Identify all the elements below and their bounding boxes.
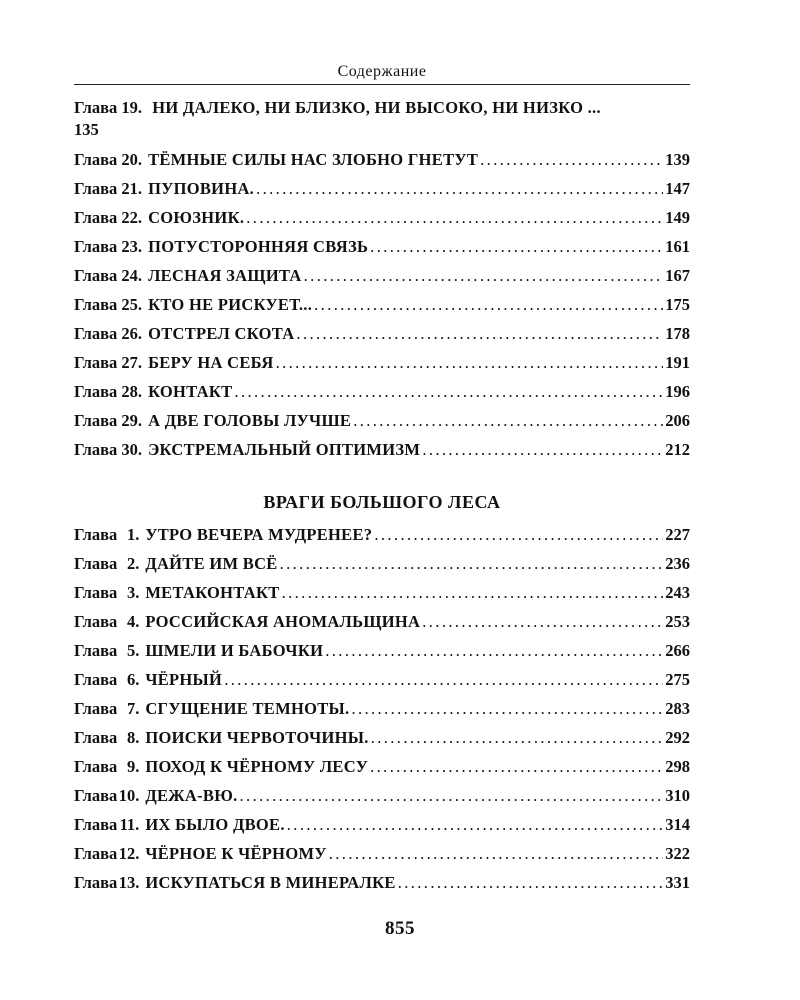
dot-leader (353, 406, 663, 435)
chapter-title: НИ ДАЛЕКО, НИ БЛИЗКО, НИ ВЫСОКО, НИ НИЗКО ... (152, 98, 601, 117)
dot-leader (422, 435, 663, 464)
chapter-title: ЧЁРНЫЙ (145, 670, 223, 689)
toc-entry (74, 97, 690, 141)
toc-entry (74, 520, 690, 549)
chapter-label: Глава 20. (74, 150, 143, 169)
chapter-label: Глава (74, 786, 118, 805)
page-number: 178 (665, 324, 690, 343)
dot-leader (280, 549, 664, 578)
dot-leader (296, 319, 663, 348)
chapter-label: Глава (74, 728, 118, 747)
chapter-label: Глава (74, 670, 118, 689)
page-number-folio: 855 (385, 918, 415, 939)
dot-leader (240, 781, 664, 810)
chapter-number: 13. (118, 873, 140, 892)
chapter-title: КТО НЕ РИСКУЕТ... (148, 295, 313, 314)
page-number: 227 (665, 525, 690, 544)
toc-entry (74, 868, 690, 897)
page-number: 236 (665, 554, 690, 573)
dot-leader (371, 723, 664, 752)
toc-entry (74, 319, 690, 348)
toc-entry (74, 435, 690, 464)
chapter-label: Глава (74, 844, 118, 863)
chapter-title: СГУЩЕНИЕ ТЕМНОТЫ. (145, 699, 350, 718)
toc-entry (74, 810, 690, 839)
chapter-number: 2. (126, 554, 140, 573)
dot-leader (370, 752, 663, 781)
chapter-title: ДЕЖА-ВЮ. (145, 786, 238, 805)
chapter-title: ПУПОВИНА. (148, 179, 255, 198)
chapter-title: ДАЙТЕ ИМ ВСЁ (145, 554, 278, 573)
toc-entry (74, 607, 690, 636)
chapter-number: 8. (126, 728, 140, 747)
toc-entry (74, 752, 690, 781)
toc-entry (74, 406, 690, 435)
chapter-number: 12. (118, 844, 140, 863)
page-number: 298 (665, 757, 690, 776)
chapter-title: А ДВЕ ГОЛОВЫ ЛУЧШЕ (148, 411, 352, 430)
page-number: 243 (665, 583, 690, 602)
chapter-title: ШМЕЛИ И БАБОЧКИ (145, 641, 324, 660)
toc-page (74, 60, 690, 897)
chapter-title: КОНТАКТ (148, 382, 233, 401)
page-number: 196 (665, 382, 690, 401)
page-number: 292 (665, 728, 690, 747)
chapter-label: Глава (74, 699, 118, 718)
page-number: 206 (665, 411, 690, 430)
chapter-label: Глава 25. (74, 295, 143, 314)
page-number: 191 (665, 353, 690, 372)
page-number: 331 (665, 873, 690, 892)
toc-entry (74, 145, 690, 174)
chapter-number: 6. (126, 670, 140, 689)
dot-leader (224, 665, 663, 694)
chapter-title: ЭКСТРЕМАЛЬНЫЙ ОПТИМИЗМ (148, 440, 421, 459)
toc-entry (74, 377, 690, 406)
toc-entry (74, 232, 690, 261)
chapter-number: 10. (118, 786, 140, 805)
toc-entry (74, 723, 690, 752)
toc-entry (74, 261, 690, 290)
page-number: 212 (665, 440, 690, 459)
page-number: 314 (665, 815, 690, 834)
dot-leader (329, 839, 664, 868)
dot-leader (314, 290, 663, 319)
page-number: 253 (665, 612, 690, 631)
dot-leader (351, 694, 663, 723)
toc-entry (74, 174, 690, 203)
dot-leader (422, 607, 663, 636)
toc-list (74, 145, 690, 464)
page-number: 310 (665, 786, 690, 805)
chapter-title: ОТСТРЕЛ СКОТА (148, 324, 295, 343)
toc-entry (74, 694, 690, 723)
chapter-label: Глава 30. (74, 440, 143, 459)
running-head: Содержание (74, 60, 690, 85)
toc-entry (74, 348, 690, 377)
dot-leader (282, 578, 664, 607)
chapter-label: Глава 22. (74, 208, 143, 227)
page-number: 322 (665, 844, 690, 863)
chapter-label: Глава 24. (74, 266, 143, 285)
chapter-label: Глава (74, 583, 118, 602)
dot-leader (398, 868, 664, 897)
dot-leader (246, 203, 663, 232)
chapter-title: ЧЁРНОЕ К ЧЁРНОМУ (145, 844, 327, 863)
dot-leader (304, 261, 664, 290)
dot-leader (287, 810, 663, 839)
chapter-title: РОССИЙСКАЯ АНОМАЛЬЩИНА (145, 612, 421, 631)
chapter-label: Глава (74, 612, 118, 631)
toc-entry (74, 203, 690, 232)
dot-leader (256, 174, 663, 203)
toc-entry (74, 665, 690, 694)
page-number: 275 (665, 670, 690, 689)
toc-entry (74, 636, 690, 665)
chapter-number: 4. (126, 612, 140, 631)
chapter-title: ИСКУПАТЬСЯ В МИНЕРАЛКЕ (145, 873, 396, 892)
chapter-label: Глава (74, 815, 118, 834)
chapter-title: УТРО ВЕЧЕРА МУДРЕНЕЕ? (145, 525, 373, 544)
chapter-number: 1. (126, 525, 140, 544)
chapter-title: ПОИСКИ ЧЕРВОТОЧИНЫ. (145, 728, 369, 747)
chapter-label: Глава 19. (74, 98, 143, 117)
toc-entry (74, 549, 690, 578)
chapter-label: Глава (74, 641, 118, 660)
toc-entry (74, 290, 690, 319)
chapter-label: Глава (74, 873, 118, 892)
chapter-label: Глава 27. (74, 353, 143, 372)
page-number: 266 (665, 641, 690, 660)
chapter-title: СОЮЗНИК. (148, 208, 245, 227)
chapter-title: ПОХОД К ЧЁРНОМУ ЛЕСУ (145, 757, 369, 776)
chapter-number: 7. (126, 699, 140, 718)
chapter-title: ТЁМНЫЕ СИЛЫ НАС ЗЛОБНО ГНЕТУТ (148, 150, 479, 169)
toc-list (74, 520, 690, 897)
dot-leader (325, 636, 663, 665)
chapter-title: МЕТАКОНТАКТ (145, 583, 280, 602)
chapter-label: Глава 23. (74, 237, 143, 256)
chapter-label: Глава (74, 554, 118, 573)
toc-entry (74, 839, 690, 868)
dot-leader (370, 232, 663, 261)
page-number: 161 (665, 237, 690, 256)
toc-entry (74, 781, 690, 810)
page-number: 139 (665, 150, 690, 169)
chapter-label: Глава 21. (74, 179, 143, 198)
toc-entry (74, 578, 690, 607)
chapter-label: Глава 26. (74, 324, 143, 343)
toc-first-part (74, 97, 690, 464)
chapter-title: ЛЕСНАЯ ЗАЩИТА (148, 266, 302, 285)
chapter-number: 11. (119, 815, 140, 834)
chapter-label: Глава (74, 757, 118, 776)
chapter-label: Глава 28. (74, 382, 143, 401)
section-title: ВРАГИ БОЛЬШОГО ЛЕСА (263, 492, 501, 512)
chapter-number: 3. (126, 583, 140, 602)
page-number: 283 (665, 699, 690, 718)
chapter-number: 9. (126, 757, 140, 776)
page-number: 167 (665, 266, 690, 285)
page-number: 175 (665, 295, 690, 314)
page-number: 147 (665, 179, 690, 198)
chapter-title: ПОТУСТОРОННЯЯ СВЯЗЬ (148, 237, 369, 256)
dot-leader (374, 520, 663, 549)
dot-leader (276, 348, 664, 377)
chapter-title: БЕРУ НА СЕБЯ (148, 353, 274, 372)
page-number: 135 (74, 120, 99, 139)
dot-leader (234, 377, 663, 406)
dot-leader (480, 145, 663, 174)
page-number: 149 (665, 208, 690, 227)
chapter-label: Глава 29. (74, 411, 143, 430)
chapter-title: ИХ БЫЛО ДВОЕ. (145, 815, 285, 834)
chapter-number: 5. (126, 641, 140, 660)
chapter-label: Глава (74, 525, 118, 544)
